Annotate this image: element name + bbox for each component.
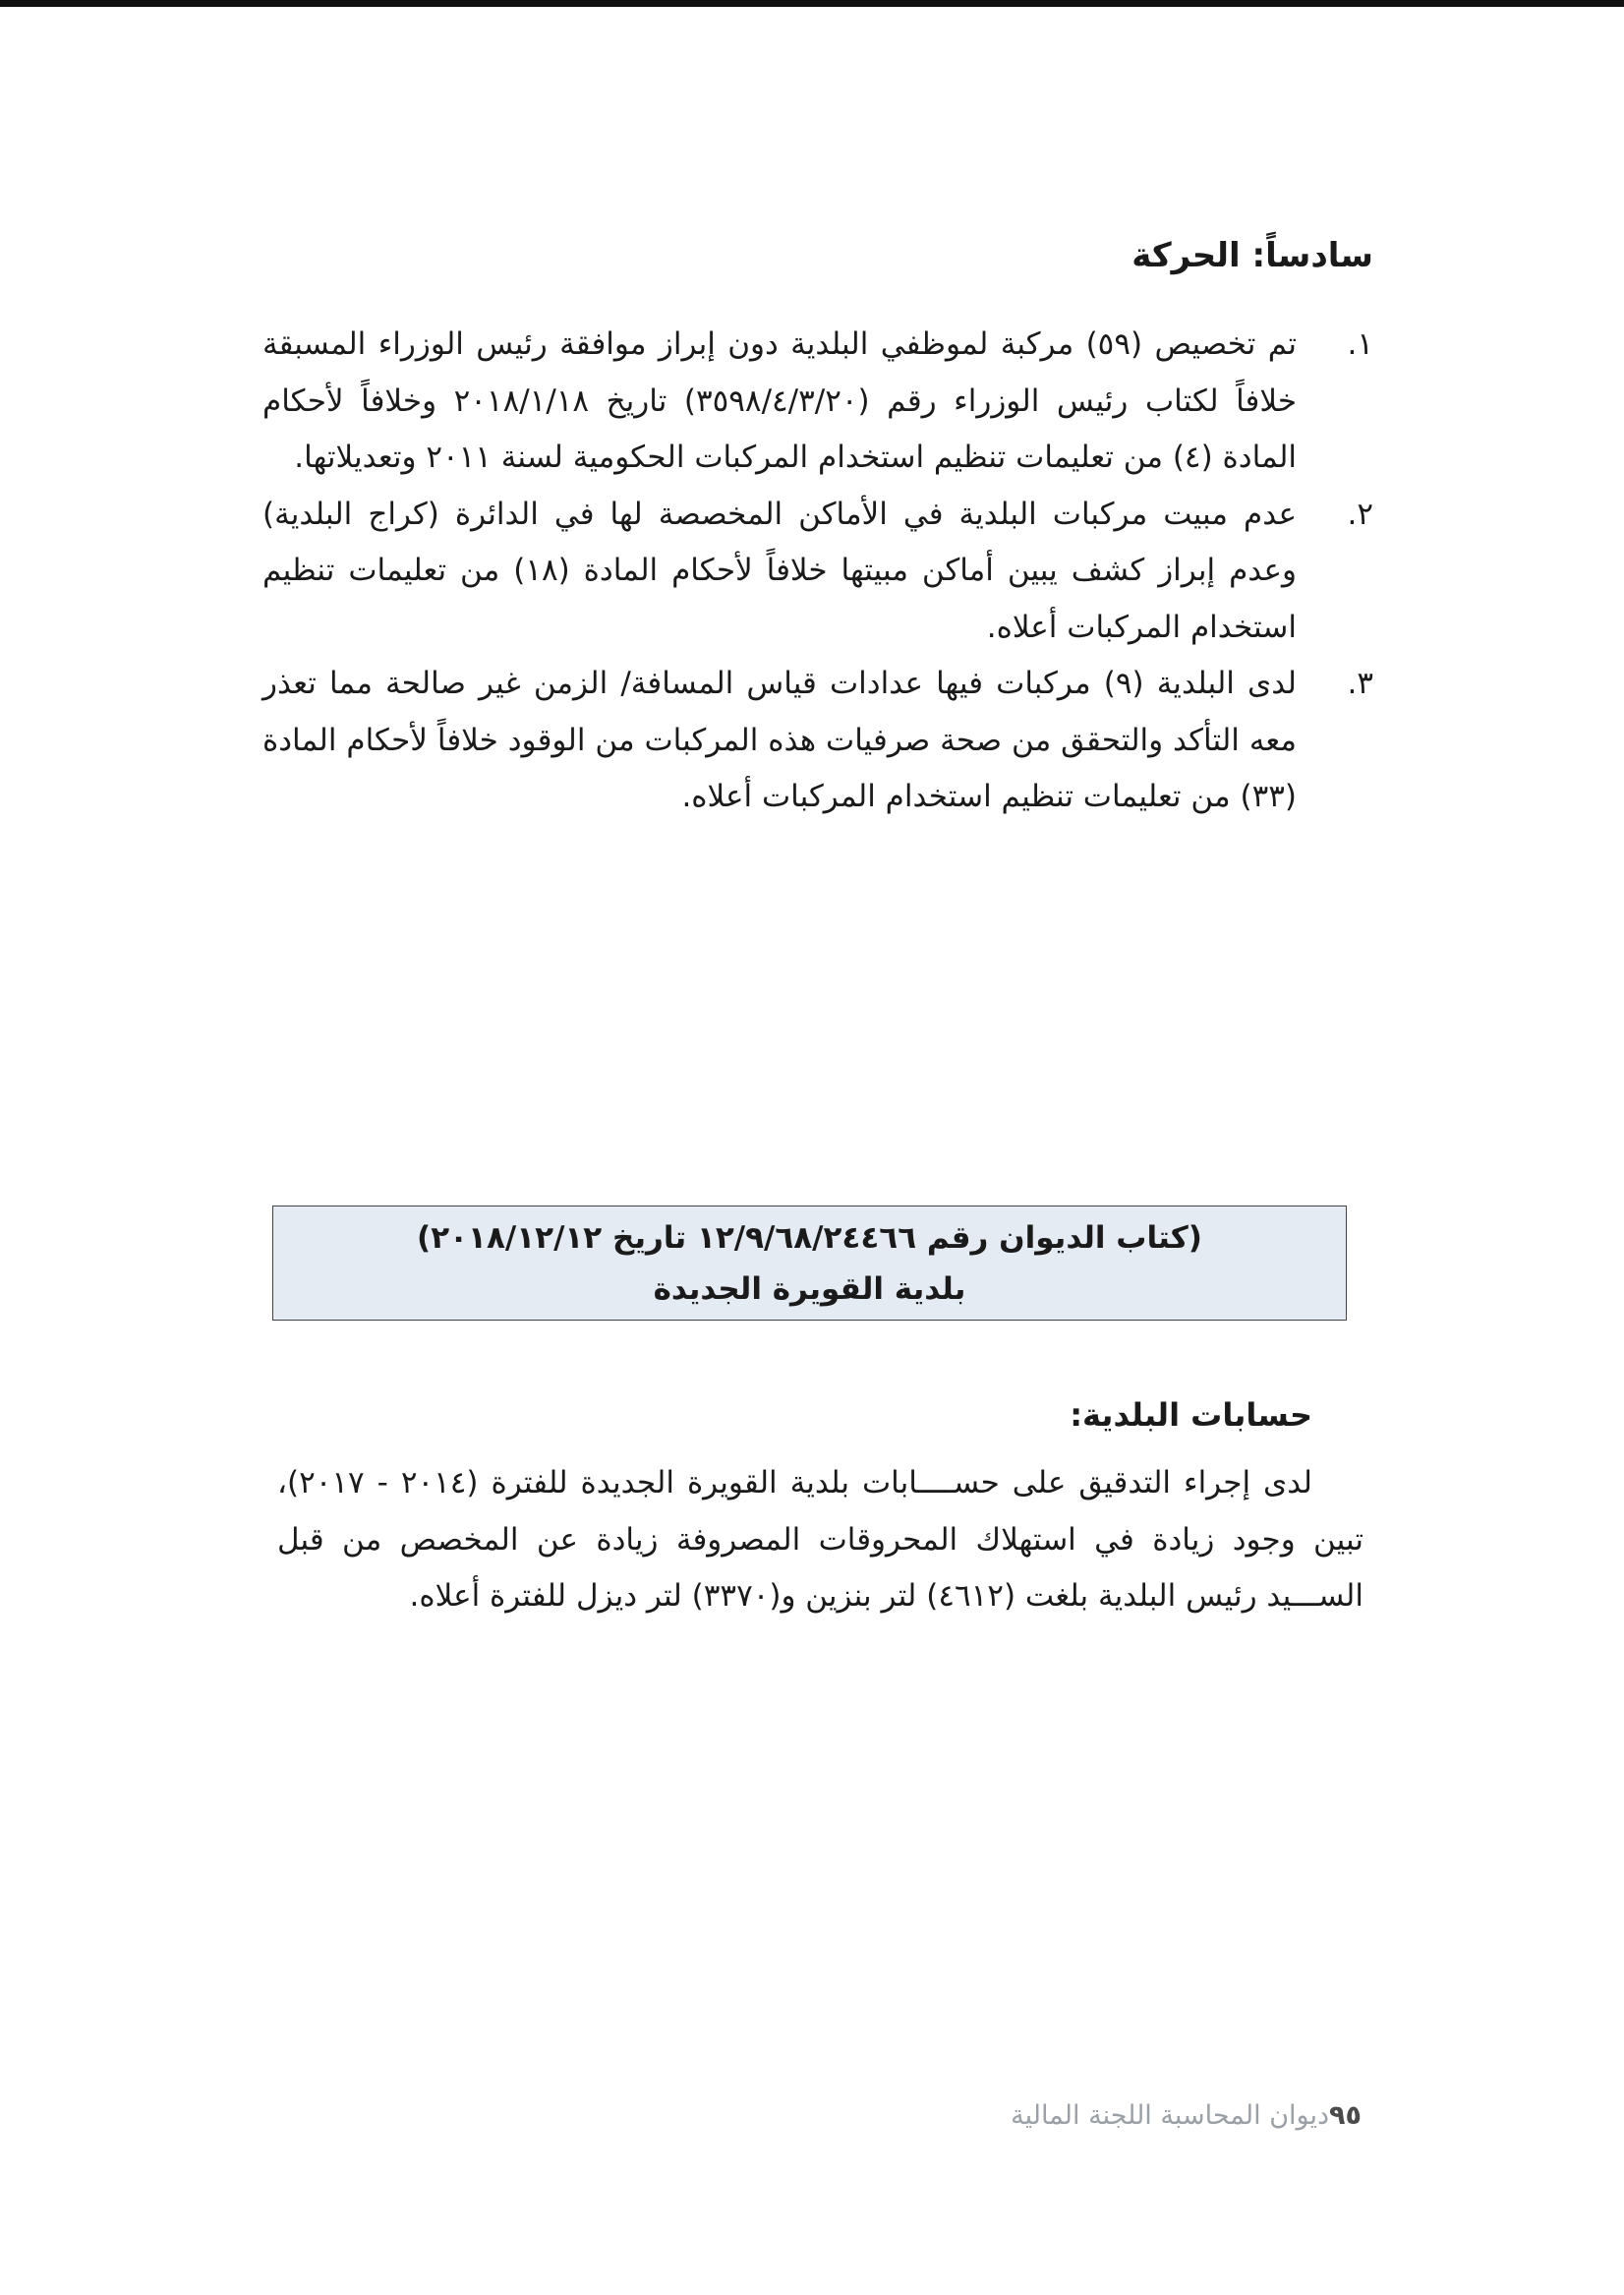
finding-number: ٣. — [1347, 666, 1373, 701]
page-number: ٩٥ — [1329, 2100, 1362, 2131]
finding-text: تم تخصيص (٥٩) مركبة لموظفي البلدية دون إبراز موافقة رئيس الوزراء المسبقة خلافاً لكتاب رئيس الوزراء رقم (٣٥٩٨/٤/٣/٢٠) تاريخ ٢٠١٨/١/١٨ وخلافاً لأحكام المادة (٤) من تعليمات تنظيم استخدام المركبات الحكومية لسنة ٢٠١١ وتعديلاتها. — [262, 326, 1297, 475]
finding-item-2 — [262, 487, 1373, 657]
accounts-paragraph: لدى إجراء التدقيق على حســــابات بلدية القويرة الجديدة للفترة (٢٠١٤ - ٢٠١٧)، تبين وجود زيادة في استهلاك المحروقات المصروفة زيادة عن المخصص من قبل الســـيد رئيس البلدية بلغت (٤٦١٢) لتر بنزين و(٣٣٧٠) لتر ديزل للفترة أعلاه. — [277, 1465, 1363, 1614]
finding-item-3 — [262, 656, 1373, 826]
page-footer — [843, 2100, 1362, 2131]
reference-line-letter: (كتاب الديوان رقم ١٢/٩/٦٨/٢٤٤٦٦ تاريخ ٢٠١٨/١٢/١٢) — [417, 1220, 1202, 1256]
section-title: سادساً: الحركة — [1131, 236, 1373, 275]
findings-list — [262, 317, 1373, 826]
finding-number: ٢. — [1347, 496, 1373, 532]
finding-item-1 — [262, 317, 1373, 487]
finding-text: عدم مبيت مركبات البلدية في الأماكن المخصصة لها في الدائرة (كراج البلدية) وعدم إبراز كشف يبين أماكن مبيتها خلافاً لأحكام المادة (١٨) من تعليمات تنظيم استخدام المركبات أعلاه. — [262, 496, 1298, 645]
footer-text: ديوان المحاسبة اللجنة المالية — [1011, 2100, 1330, 2131]
finding-number: ١. — [1347, 326, 1373, 362]
accounts-title: حسابات البلدية: — [1070, 1396, 1312, 1434]
finding-text: لدى البلدية (٩) مركبات فيها عدادات قياس المسافة/ الزمن غير صالحة مما تعذر معه التأكد والتحقق من صحة صرفيات هذه المركبات من الوقود خلافاً لأحكام المادة (٣٣) من تعليمات تنظيم استخدام المركبات أعلاه. — [262, 666, 1297, 814]
page-top-border — [0, 0, 1624, 7]
reference-line-municipality: بلدية القويرة الجديدة — [653, 1271, 966, 1307]
reference-box — [272, 1206, 1347, 1321]
